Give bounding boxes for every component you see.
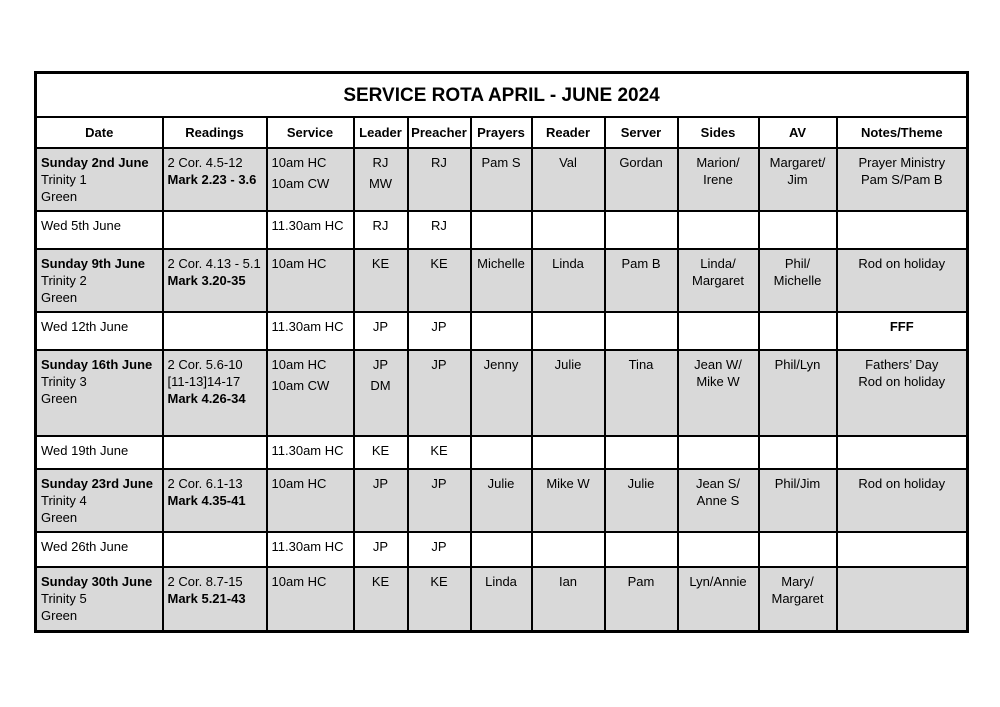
preacher-cell xyxy=(408,211,471,249)
header-server: Server xyxy=(605,117,678,148)
header-notes: Notes/Theme xyxy=(837,117,968,148)
date-cell xyxy=(36,532,163,567)
av-cell xyxy=(759,567,837,631)
reading-text: [11-13]14-17 xyxy=(167,374,241,389)
server-text: Pam xyxy=(627,574,655,589)
preacher-cell xyxy=(408,469,471,532)
date-cell xyxy=(36,211,163,249)
leader-text: JP xyxy=(372,357,389,372)
service-cell xyxy=(267,350,354,436)
server-cell xyxy=(605,148,678,211)
av-cell xyxy=(759,436,837,469)
header-leader: Leader xyxy=(354,117,408,148)
preacher-text: JP xyxy=(431,357,447,372)
service-text: 11.30am HC xyxy=(271,218,344,233)
sides-text: Jean S/ xyxy=(695,476,741,491)
av-cell xyxy=(759,148,837,211)
sides-text: Marion/ xyxy=(696,155,740,170)
readings-cell xyxy=(163,148,267,211)
av-cell xyxy=(759,249,837,312)
rota-row xyxy=(36,211,968,249)
gospel-reading-text: Mark 4.26-34 xyxy=(167,391,246,406)
service-cell xyxy=(267,469,354,532)
leader-cell xyxy=(354,567,408,631)
reader-text: Mike W xyxy=(546,476,590,491)
header-service: Service xyxy=(267,117,354,148)
av-text: Michelle xyxy=(773,273,822,288)
readings-cell xyxy=(163,567,267,631)
header-av: AV xyxy=(759,117,837,148)
liturgical-colour-text: Green xyxy=(41,189,78,204)
date-cell xyxy=(36,312,163,350)
date-text: Wed 26th June xyxy=(41,539,129,554)
preacher-cell xyxy=(408,350,471,436)
rota-title: SERVICE ROTA APRIL - JUNE 2024 xyxy=(36,73,968,118)
reader-text: Val xyxy=(559,155,577,170)
notes-cell xyxy=(837,312,968,350)
service-cell xyxy=(267,211,354,249)
rota-row xyxy=(36,350,968,436)
leader-text: JP xyxy=(372,539,389,554)
notes-cell xyxy=(837,211,968,249)
date-cell xyxy=(36,350,163,436)
notes-text: Rod on holiday xyxy=(858,256,946,271)
sides-text: Anne S xyxy=(696,493,740,508)
sides-text: Margaret xyxy=(691,273,745,288)
leader-text: RJ xyxy=(372,218,389,233)
sides-cell xyxy=(678,249,759,312)
notes-text: Rod on holiday xyxy=(858,374,946,389)
leader-text: KE xyxy=(371,443,390,458)
av-cell xyxy=(759,350,837,436)
reader-cell xyxy=(532,249,605,312)
header-readings: Readings xyxy=(163,117,267,148)
server-text: Gordan xyxy=(619,155,663,170)
readings-cell xyxy=(163,350,267,436)
server-cell xyxy=(605,350,678,436)
service-cell xyxy=(267,436,354,469)
date-text: Wed 19th June xyxy=(41,443,129,458)
date-cell xyxy=(36,469,163,532)
prayers-cell xyxy=(471,312,532,350)
reader-cell xyxy=(532,532,605,567)
server-cell xyxy=(605,312,678,350)
date-text: Sunday 2nd June xyxy=(41,155,149,170)
service-cell xyxy=(267,249,354,312)
rota-row xyxy=(36,532,968,567)
av-cell xyxy=(759,211,837,249)
gospel-reading-text: Mark 3.20-35 xyxy=(167,273,246,288)
service-text: 10am CW xyxy=(271,378,330,393)
reader-cell xyxy=(532,148,605,211)
notes-text: Prayer Ministry xyxy=(858,155,946,170)
notes-cell xyxy=(837,350,968,436)
notes-cell xyxy=(837,249,968,312)
prayers-cell xyxy=(471,436,532,469)
sides-cell xyxy=(678,567,759,631)
preacher-cell xyxy=(408,249,471,312)
reader-cell xyxy=(532,211,605,249)
season-text: Trinity 3 xyxy=(41,374,87,389)
reader-cell xyxy=(532,350,605,436)
sides-cell xyxy=(678,148,759,211)
readings-cell xyxy=(163,532,267,567)
reading-text: 2 Cor. 5.6-10 xyxy=(167,357,243,372)
sides-cell xyxy=(678,436,759,469)
service-text: 10am CW xyxy=(271,176,330,191)
leader-cell xyxy=(354,436,408,469)
season-text: Trinity 1 xyxy=(41,172,87,187)
av-text: Margaret xyxy=(771,591,824,606)
preacher-text: KE xyxy=(430,574,448,589)
sides-cell xyxy=(678,532,759,567)
server-text: Pam B xyxy=(621,256,661,271)
readings-cell xyxy=(163,436,267,469)
server-cell xyxy=(605,567,678,631)
service-rota-table xyxy=(34,71,969,633)
date-text: Sunday 23rd June xyxy=(41,476,153,491)
service-text: 11.30am HC xyxy=(271,319,344,334)
leader-cell xyxy=(354,211,408,249)
season-text: Trinity 4 xyxy=(41,493,87,508)
gospel-reading-text: Mark 2.23 - 3.6 xyxy=(167,172,257,187)
sides-text: Linda/ xyxy=(700,256,736,271)
preacher-cell xyxy=(408,567,471,631)
date-text: Wed 12th June xyxy=(41,319,129,334)
server-text: Julie xyxy=(627,476,655,491)
prayers-cell xyxy=(471,211,532,249)
prayers-cell xyxy=(471,469,532,532)
gospel-reading-text: Mark 5.21-43 xyxy=(167,591,246,606)
preacher-text: JP xyxy=(431,539,447,554)
server-text: Tina xyxy=(628,357,654,372)
preacher-cell xyxy=(408,312,471,350)
service-text: 10am HC xyxy=(271,155,327,170)
rota-row xyxy=(36,469,968,532)
sides-text: Mike W xyxy=(696,374,740,389)
season-text: Trinity 5 xyxy=(41,591,87,606)
preacher-cell xyxy=(408,148,471,211)
av-text: Phil/Jim xyxy=(774,476,821,491)
service-cell xyxy=(267,312,354,350)
preacher-text: JP xyxy=(431,476,447,491)
readings-cell xyxy=(163,249,267,312)
notes-cell xyxy=(837,148,968,211)
leader-cell xyxy=(354,249,408,312)
av-text: Phil/ xyxy=(784,256,811,271)
reader-text: Julie xyxy=(554,357,582,372)
sides-cell xyxy=(678,211,759,249)
reading-text: 2 Cor. 8.7-15 xyxy=(167,574,243,589)
av-text: Jim xyxy=(787,172,808,187)
av-text: Mary/ xyxy=(781,574,814,589)
service-cell xyxy=(267,148,354,211)
reader-cell xyxy=(532,469,605,532)
leader-cell xyxy=(354,148,408,211)
sides-cell xyxy=(678,312,759,350)
sides-cell xyxy=(678,350,759,436)
av-cell xyxy=(759,469,837,532)
readings-cell xyxy=(163,469,267,532)
rota-row xyxy=(36,312,968,350)
prayers-cell xyxy=(471,350,532,436)
liturgical-colour-text: Green xyxy=(41,608,78,623)
prayers-text: Julie xyxy=(487,476,515,491)
readings-cell xyxy=(163,312,267,350)
leader-text: KE xyxy=(371,574,390,589)
rota-row xyxy=(36,436,968,469)
service-text: 10am HC xyxy=(271,574,327,589)
header-sides: Sides xyxy=(678,117,759,148)
date-text: Sunday 9th June xyxy=(41,256,146,271)
liturgical-colour-text: Green xyxy=(41,290,78,305)
notes-cell xyxy=(837,469,968,532)
prayers-cell xyxy=(471,532,532,567)
reading-text: 2 Cor. 6.1-13 xyxy=(167,476,243,491)
liturgical-colour-text: Green xyxy=(41,510,78,525)
preacher-text: RJ xyxy=(431,218,447,233)
av-text: Phil/Lyn xyxy=(774,357,821,372)
server-cell xyxy=(605,249,678,312)
notes-cell xyxy=(837,567,968,631)
gospel-reading-text: Mark 4.35-41 xyxy=(167,493,246,508)
date-cell xyxy=(36,148,163,211)
leader-text: KE xyxy=(371,256,390,271)
service-text: 10am HC xyxy=(271,476,327,491)
service-text: 11.30am HC xyxy=(271,539,344,554)
leader-cell xyxy=(354,312,408,350)
server-cell xyxy=(605,211,678,249)
prayers-text: Pam S xyxy=(481,155,521,170)
reader-cell xyxy=(532,436,605,469)
preacher-text: KE xyxy=(430,256,448,271)
service-cell xyxy=(267,532,354,567)
prayers-text: Linda xyxy=(485,574,517,589)
sides-cell xyxy=(678,469,759,532)
prayers-text: Jenny xyxy=(483,357,519,372)
leader-cell xyxy=(354,469,408,532)
service-text: 11.30am HC xyxy=(271,443,344,458)
header-date: Date xyxy=(36,117,163,148)
leader-text: RJ xyxy=(372,155,389,170)
notes-text: Pam S/Pam B xyxy=(860,172,943,187)
header-prayers: Prayers xyxy=(471,117,532,148)
reading-text: 2 Cor. 4.13 - 5.1 xyxy=(167,256,261,271)
reader-cell xyxy=(532,567,605,631)
notes-text: Rod on holiday xyxy=(858,476,946,491)
header-preacher: Preacher xyxy=(408,117,471,148)
prayers-cell xyxy=(471,567,532,631)
service-text: 10am HC xyxy=(271,357,327,372)
leader-cell xyxy=(354,350,408,436)
date-cell xyxy=(36,249,163,312)
prayers-cell xyxy=(471,249,532,312)
date-cell xyxy=(36,567,163,631)
rota-row xyxy=(36,148,968,211)
server-cell xyxy=(605,469,678,532)
av-cell xyxy=(759,312,837,350)
liturgical-colour-text: Green xyxy=(41,391,78,406)
reading-text: 2 Cor. 4.5-12 xyxy=(167,155,243,170)
prayers-cell xyxy=(471,148,532,211)
notes-cell xyxy=(837,436,968,469)
prayers-text: Michelle xyxy=(477,256,525,271)
leader-cell xyxy=(354,532,408,567)
readings-cell xyxy=(163,211,267,249)
reader-cell xyxy=(532,312,605,350)
leader-text: DM xyxy=(370,378,391,393)
preacher-cell xyxy=(408,532,471,567)
leader-text: MW xyxy=(368,176,393,191)
service-cell xyxy=(267,567,354,631)
sides-text: Irene xyxy=(703,172,733,187)
reader-text: Ian xyxy=(558,574,578,589)
notes-text: Fathers’ Day xyxy=(865,357,939,372)
reader-text: Linda xyxy=(552,256,584,271)
sides-text: Lyn/Annie xyxy=(689,574,747,589)
notes-text: FFF xyxy=(889,319,914,334)
date-text: Sunday 16th June xyxy=(41,357,153,372)
server-cell xyxy=(605,532,678,567)
service-text: 10am HC xyxy=(271,256,327,271)
header-row xyxy=(36,117,968,148)
av-cell xyxy=(759,532,837,567)
sides-text: Jean W/ xyxy=(694,357,742,372)
server-cell xyxy=(605,436,678,469)
preacher-text: JP xyxy=(431,319,447,334)
av-text: Margaret/ xyxy=(769,155,826,170)
season-text: Trinity 2 xyxy=(41,273,87,288)
rota-row xyxy=(36,567,968,631)
preacher-text: KE xyxy=(430,443,448,458)
date-text: Wed 5th June xyxy=(41,218,121,233)
rota-row xyxy=(36,249,968,312)
notes-cell xyxy=(837,532,968,567)
rota-body xyxy=(36,148,968,631)
leader-text: JP xyxy=(372,476,389,491)
leader-text: JP xyxy=(372,319,389,334)
preacher-text: RJ xyxy=(431,155,447,170)
date-text: Sunday 30th June xyxy=(41,574,153,589)
preacher-cell xyxy=(408,436,471,469)
header-reader: Reader xyxy=(532,117,605,148)
date-cell xyxy=(36,436,163,469)
